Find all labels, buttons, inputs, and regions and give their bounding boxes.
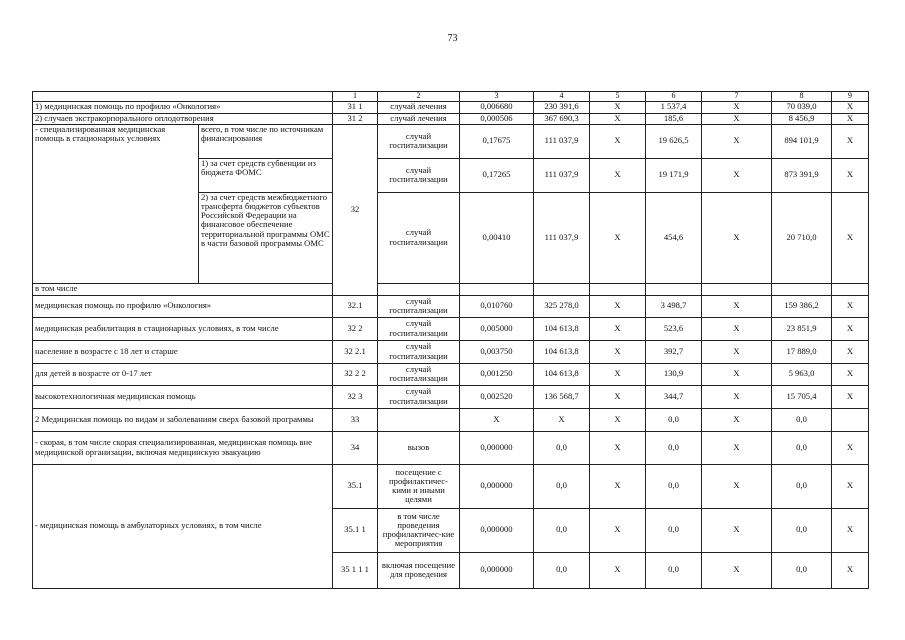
cell-c5: X bbox=[590, 124, 646, 158]
cell-c6: 392,7 bbox=[646, 340, 702, 363]
row-label: 2) случаев экстракорпорального оплодотворения bbox=[33, 113, 333, 124]
cell-c4: 136 568,7 bbox=[534, 385, 590, 408]
row-unit: вызов bbox=[378, 431, 460, 464]
cell-c9: X bbox=[832, 113, 869, 124]
row-code: 32 2.1 bbox=[333, 340, 378, 363]
cell-c9: X bbox=[832, 464, 869, 508]
row-unit: случай лечения bbox=[378, 101, 460, 113]
cell-empty bbox=[378, 283, 460, 295]
table-row-onco bbox=[33, 101, 869, 113]
cell-c3: 0,000000 bbox=[460, 431, 534, 464]
row-label: для детей в возрасте от 0-17 лет bbox=[33, 363, 333, 385]
cell-c9 bbox=[832, 408, 869, 431]
row-unit: случай лечения bbox=[378, 113, 460, 124]
row-unit: в том числе проведения профилактичес-кие мероприятия bbox=[378, 508, 460, 552]
page-number: 73 bbox=[447, 33, 458, 44]
cell-c6: 19 171,9 bbox=[646, 158, 702, 192]
cell-c9: X bbox=[832, 124, 869, 158]
row-code: 32 2 bbox=[333, 317, 378, 340]
row-label: медицинская реабилитация в стационарных условиях, в том числе bbox=[33, 317, 333, 340]
cell-c7: X bbox=[702, 295, 772, 317]
cell-c7: X bbox=[702, 408, 772, 431]
cell-c9: X bbox=[832, 508, 869, 552]
cell-c8: 70 039,0 bbox=[772, 101, 832, 113]
row-label: 2 Медицинская помощь по видам и заболеваниям сверх базовой программы bbox=[33, 408, 333, 431]
cell-c7: X bbox=[702, 508, 772, 552]
table-row-35-1 bbox=[33, 464, 869, 508]
header-cell-3: 3 bbox=[460, 92, 534, 102]
row-sublabel: 2) за счет средств межбюджетного трансферта бюджетов субъектов Российской Федерации на финансовое обеспечение территориальной программы ОМС в части базовой программы ОМС bbox=[199, 192, 333, 283]
cell-c5: X bbox=[590, 408, 646, 431]
cell-c6: 523,6 bbox=[646, 317, 702, 340]
row-code: 32 3 bbox=[333, 385, 378, 408]
cell-c8: 0,0 bbox=[772, 431, 832, 464]
cell-c9: X bbox=[832, 363, 869, 385]
cell-c4: 0,0 bbox=[534, 464, 590, 508]
cell-c3: 0,000000 bbox=[460, 464, 534, 508]
cell-c7: X bbox=[702, 385, 772, 408]
cell-c3: 0,003750 bbox=[460, 340, 534, 363]
row-unit: посещение с профилактичес-кими и иными целями bbox=[378, 464, 460, 508]
cell-c8: 23 851,9 bbox=[772, 317, 832, 340]
table-row-32-1 bbox=[33, 295, 869, 317]
cell-c3: 0,006680 bbox=[460, 101, 534, 113]
table-row-eco bbox=[33, 113, 869, 124]
cell-c8: 20 710,0 bbox=[772, 192, 832, 283]
row-unit: случай госпитализации bbox=[378, 295, 460, 317]
cell-empty bbox=[646, 283, 702, 295]
cell-c4: X bbox=[534, 408, 590, 431]
cell-c4: 104 613,8 bbox=[534, 363, 590, 385]
row-unit: случай госпитализации bbox=[378, 192, 460, 283]
row-code: 33 bbox=[333, 408, 378, 431]
cell-c9: X bbox=[832, 340, 869, 363]
row-unit bbox=[378, 408, 460, 431]
cell-c9: X bbox=[832, 385, 869, 408]
cell-c8: 0,0 bbox=[772, 408, 832, 431]
cell-c5: X bbox=[590, 385, 646, 408]
cell-c6: 344,7 bbox=[646, 385, 702, 408]
cell-c4: 111 037,9 bbox=[534, 124, 590, 158]
row-unit: случай госпитализации bbox=[378, 158, 460, 192]
cell-c3: 0,000000 bbox=[460, 552, 534, 588]
header-cell-2: 2 bbox=[378, 92, 460, 102]
table-row-32-2-2 bbox=[33, 363, 869, 385]
table-row-32-3 bbox=[33, 385, 869, 408]
cell-empty bbox=[460, 283, 534, 295]
cell-c3: X bbox=[460, 408, 534, 431]
cell-empty bbox=[772, 283, 832, 295]
row-label: - специализированная медицинская помощь в стационарных условиях bbox=[33, 124, 199, 283]
cell-c3: 0,001250 bbox=[460, 363, 534, 385]
row-label: 1) медицинская помощь по профилю «Онкология» bbox=[33, 101, 333, 113]
cell-c6: 0,0 bbox=[646, 464, 702, 508]
cell-c4: 367 690,3 bbox=[534, 113, 590, 124]
cell-c6: 454,6 bbox=[646, 192, 702, 283]
row-code: 32 bbox=[333, 124, 378, 295]
cell-c7: X bbox=[702, 101, 772, 113]
cell-c4: 0,0 bbox=[534, 431, 590, 464]
cell-c5: X bbox=[590, 113, 646, 124]
header-cell-7: 7 bbox=[702, 92, 772, 102]
row-code: 35.1 1 bbox=[333, 508, 378, 552]
row-code: 32 2 2 bbox=[333, 363, 378, 385]
cell-c8: 5 963,0 bbox=[772, 363, 832, 385]
cell-c9: X bbox=[832, 317, 869, 340]
row-unit: включая посещение для проведения bbox=[378, 552, 460, 588]
cell-c6: 130,9 bbox=[646, 363, 702, 385]
table-row-32-2 bbox=[33, 317, 869, 340]
row-unit: случай госпитализации bbox=[378, 124, 460, 158]
header-cell-9: 9 bbox=[832, 92, 869, 102]
cell-c8: 15 705,4 bbox=[772, 385, 832, 408]
cell-c5: X bbox=[590, 464, 646, 508]
cell-c3: 0,010760 bbox=[460, 295, 534, 317]
header-cell-1: 1 bbox=[333, 92, 378, 102]
row-label: - медицинская помощь в амбулаторных условиях, в том числе bbox=[33, 464, 333, 588]
cell-c4: 111 037,9 bbox=[534, 192, 590, 283]
cell-c7: X bbox=[702, 317, 772, 340]
header-cell-4: 4 bbox=[534, 92, 590, 102]
cell-c5: X bbox=[590, 158, 646, 192]
table-row-33 bbox=[33, 408, 869, 431]
cell-empty bbox=[832, 283, 869, 295]
cell-c5: X bbox=[590, 363, 646, 385]
cell-c8: 0,0 bbox=[772, 464, 832, 508]
cell-c5: X bbox=[590, 101, 646, 113]
table-row-34 bbox=[33, 431, 869, 464]
cell-c3: 0,17675 bbox=[460, 124, 534, 158]
cell-c6: 0,0 bbox=[646, 552, 702, 588]
cell-c4: 325 278,0 bbox=[534, 295, 590, 317]
cell-c6: 0,0 bbox=[646, 408, 702, 431]
cell-c8: 159 386,2 bbox=[772, 295, 832, 317]
cell-c6: 3 498,7 bbox=[646, 295, 702, 317]
cell-c4: 104 613,8 bbox=[534, 340, 590, 363]
header-cell-6: 6 bbox=[646, 92, 702, 102]
row-code: 31 1 bbox=[333, 101, 378, 113]
row-code: 34 bbox=[333, 431, 378, 464]
cell-empty bbox=[702, 283, 772, 295]
cell-c8: 0,0 bbox=[772, 508, 832, 552]
cell-c6: 185,6 bbox=[646, 113, 702, 124]
cell-c4: 104 613,8 bbox=[534, 317, 590, 340]
cell-c4: 0,0 bbox=[534, 508, 590, 552]
cell-c6: 1 537,4 bbox=[646, 101, 702, 113]
row-code: 31 2 bbox=[333, 113, 378, 124]
row-unit: случай госпитализации bbox=[378, 317, 460, 340]
cell-c9: X bbox=[832, 431, 869, 464]
header-cell-empty bbox=[33, 92, 333, 102]
cell-c3: 0,005000 bbox=[460, 317, 534, 340]
row-label: население в возрасте с 18 лет и старше bbox=[33, 340, 333, 363]
cell-c5: X bbox=[590, 192, 646, 283]
cell-c4: 230 391,6 bbox=[534, 101, 590, 113]
row-unit: случай госпитализации bbox=[378, 340, 460, 363]
header-cell-5: 5 bbox=[590, 92, 646, 102]
cell-c7: X bbox=[702, 340, 772, 363]
row-label: высокотехнологичная медицинская помощь bbox=[33, 385, 333, 408]
cell-c3: 0,002520 bbox=[460, 385, 534, 408]
cell-c7: X bbox=[702, 363, 772, 385]
row-label: - скорая, в том числе скорая специализированная, медицинская помощь вне медицинской организации, включая медицинскую эвакуацию bbox=[33, 431, 333, 464]
cell-c5: X bbox=[590, 431, 646, 464]
row-code: 32.1 bbox=[333, 295, 378, 317]
table-row-stac-1 bbox=[33, 124, 869, 158]
cell-c6: 0,0 bbox=[646, 431, 702, 464]
data-table bbox=[32, 91, 869, 589]
cell-c7: X bbox=[702, 552, 772, 588]
cell-c7: X bbox=[702, 158, 772, 192]
cell-c5: X bbox=[590, 295, 646, 317]
cell-c9: X bbox=[832, 158, 869, 192]
cell-c6: 19 626,5 bbox=[646, 124, 702, 158]
row-code: 35 1 1 1 bbox=[333, 552, 378, 588]
cell-c8: 873 391,9 bbox=[772, 158, 832, 192]
row-unit: случай госпитализации bbox=[378, 385, 460, 408]
cell-c5: X bbox=[590, 340, 646, 363]
table-row-vtch bbox=[33, 283, 869, 295]
cell-c9: X bbox=[832, 192, 869, 283]
header-cell-8: 8 bbox=[772, 92, 832, 102]
cell-c4: 111 037,9 bbox=[534, 158, 590, 192]
cell-c7: X bbox=[702, 431, 772, 464]
row-sublabel: всего, в том числе по источникам финансирования bbox=[199, 124, 333, 158]
cell-c8: 8 456,9 bbox=[772, 113, 832, 124]
cell-c9: X bbox=[832, 295, 869, 317]
cell-c6: 0,0 bbox=[646, 508, 702, 552]
row-code: 35.1 bbox=[333, 464, 378, 508]
cell-c7: X bbox=[702, 464, 772, 508]
cell-c7: X bbox=[702, 124, 772, 158]
cell-c8: 894 101,9 bbox=[772, 124, 832, 158]
cell-c5: X bbox=[590, 508, 646, 552]
cell-c8: 0,0 bbox=[772, 552, 832, 588]
cell-c9: X bbox=[832, 101, 869, 113]
cell-c8: 17 889,0 bbox=[772, 340, 832, 363]
table-row-32-2-1 bbox=[33, 340, 869, 363]
cell-c3: 0,000000 bbox=[460, 508, 534, 552]
cell-c7: X bbox=[702, 113, 772, 124]
cell-c3: 0,00410 bbox=[460, 192, 534, 283]
cell-c3: 0,000506 bbox=[460, 113, 534, 124]
cell-empty bbox=[590, 283, 646, 295]
cell-empty bbox=[534, 283, 590, 295]
cell-c4: 0,0 bbox=[534, 552, 590, 588]
cell-c7: X bbox=[702, 192, 772, 283]
cell-c5: X bbox=[590, 552, 646, 588]
cell-c3: 0,17265 bbox=[460, 158, 534, 192]
cell-c9: X bbox=[832, 552, 869, 588]
header-row bbox=[33, 92, 869, 102]
row-unit: случай госпитализации bbox=[378, 363, 460, 385]
row-sublabel: 1) за счет средств субвенции из бюджета ФОМС bbox=[199, 158, 333, 192]
row-label: в том числе bbox=[33, 283, 333, 295]
row-label: медицинская помощь по профилю «Онкология» bbox=[33, 295, 333, 317]
cell-c5: X bbox=[590, 317, 646, 340]
